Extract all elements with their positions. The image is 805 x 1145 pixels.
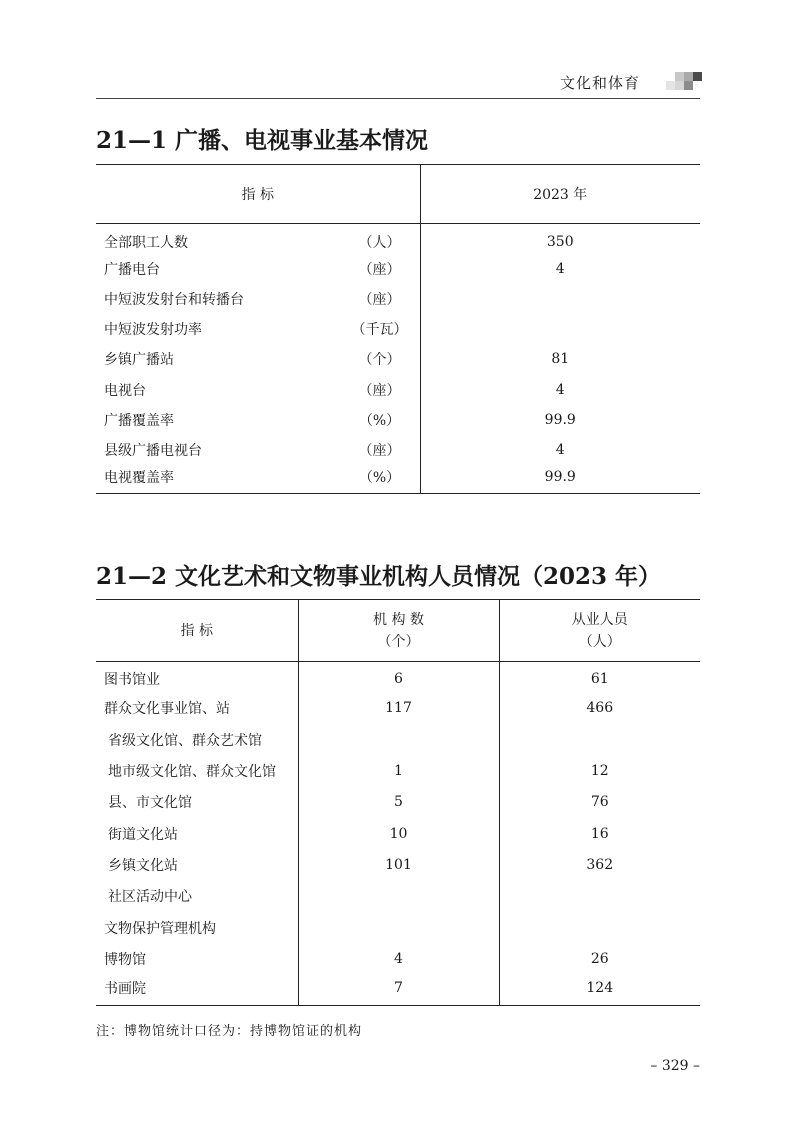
broadcast-tv-table [96,164,700,494]
table1-body [96,224,700,494]
table-row [96,465,700,493]
indicator-unit: （千瓦） [351,322,408,339]
table-row [96,435,700,465]
header-staff-unit: （人） [578,633,621,650]
indicator-unit: （人） [358,234,401,251]
table-row [96,405,700,435]
table1-title: 21—1 广播、电视事业基本情况 [96,127,429,154]
table-row [96,943,700,974]
indicator-name: 省级文化馆、群众艺术馆 [96,724,298,755]
indicator-name: 书画院 [96,974,298,1005]
value-cell: 81 [551,351,570,368]
header-staff-label: 从业人员 [571,611,628,628]
indicator-cell [96,254,420,284]
value-cell: 4 [555,441,565,458]
table-row [96,284,700,314]
table2-title: 21—2 文化艺术和文物事业机构人员情况（2023 年） [96,563,662,590]
table-header-row [96,600,700,662]
header-year: 2023 年 [420,165,700,224]
header-institutions [298,600,499,662]
deco-square [675,81,684,90]
value-cell [420,284,700,314]
indicator-name: 乡镇广播站 [104,352,174,369]
header-staff [499,600,700,662]
table-row [96,224,700,254]
page-number: – 329 – [650,1058,700,1074]
table-row [96,881,700,912]
footnote: 注：博物馆统计口径为：持博物馆证的机构 [96,1024,363,1039]
header-rule [96,98,700,99]
chapter-title: 文化和体育 [560,74,641,92]
table2-body [96,662,700,1006]
indicator-name: 中短波发射台和转播台 [104,291,244,308]
indicator-name: 县、市文化馆 [96,787,298,818]
indicator-name: 博物馆 [96,943,298,974]
deco-square [693,72,702,81]
institutions-cell: 7 [298,974,499,1005]
institutions-cell: 117 [298,693,499,724]
staff-cell: 61 [590,671,609,688]
deco-square [675,72,684,81]
staff-cell: 76 [590,794,609,811]
table-row [96,374,700,404]
value-cell: 350 [546,233,574,250]
staff-cell: 12 [590,763,609,780]
table-row [96,314,700,344]
staff-cell [499,724,700,755]
institutions-cell: 5 [298,787,499,818]
indicator-cell [96,344,420,374]
institutions-cell [298,881,499,912]
table-row [96,787,700,818]
deco-square [684,72,693,81]
indicator-name: 全部职工人数 [104,234,188,251]
institutions-cell [298,912,499,943]
indicator-cell [96,314,420,344]
indicator-unit: （座） [358,382,401,399]
staff-cell [499,881,700,912]
indicator-name: 广播覆盖率 [104,412,174,429]
table-row [96,974,700,1005]
indicator-unit: （%） [358,412,401,429]
table-row [96,254,700,284]
indicator-cell [96,374,420,404]
staff-cell: 26 [590,950,609,967]
indicator-name: 街道文化站 [96,818,298,849]
value-cell: 4 [555,260,565,277]
header-institutions-unit: （个） [377,633,420,650]
value-cell: 99.9 [420,465,700,493]
staff-cell: 466 [586,700,614,717]
indicator-unit: （%） [358,469,401,486]
table-row [96,755,700,786]
institutions-cell: 1 [298,755,499,786]
staff-cell: 362 [586,856,614,873]
deco-square [684,81,693,90]
indicator-cell [96,435,420,465]
indicator-name: 群众文化事业馆、站 [96,693,298,724]
staff-cell: 16 [590,825,609,842]
indicator-name: 电视覆盖率 [104,469,174,486]
table-row [96,912,700,943]
indicator-name: 图书馆业 [96,662,298,693]
table-header-row [96,165,700,224]
institutions-cell: 4 [298,943,499,974]
table-row [96,849,700,880]
indicator-name: 地市级文化馆、群众文化馆 [96,755,298,786]
table-row [96,693,700,724]
indicator-name: 广播电台 [104,261,160,278]
institutions-cell: 10 [298,818,499,849]
deco-square [666,81,675,90]
value-cell: 4 [555,381,565,398]
indicator-name: 乡镇文化站 [96,849,298,880]
indicator-unit: （个） [358,352,401,369]
value-cell: 99.9 [544,411,576,428]
table-row [96,818,700,849]
culture-institutions-table [96,599,700,1006]
header-indicator: 指 标 [96,600,298,662]
institutions-cell [298,724,499,755]
indicator-cell [96,224,420,254]
indicator-name: 社区活动中心 [96,881,298,912]
header-indicator: 指 标 [96,165,420,224]
indicator-cell [96,405,420,435]
header-institutions-label: 机 构 数 [373,611,424,628]
institutions-cell: 6 [298,662,499,693]
value-cell [420,314,700,344]
staff-cell: 124 [499,974,700,1005]
indicator-unit: （座） [358,261,401,278]
table-row [96,344,700,374]
table-row [96,724,700,755]
indicator-unit: （座） [358,442,401,459]
institutions-cell: 101 [298,849,499,880]
indicator-name: 中短波发射功率 [104,322,202,339]
indicator-name: 电视台 [104,382,146,399]
indicator-cell [96,465,420,493]
chapter-decoration [666,70,702,92]
staff-cell [499,912,700,943]
indicator-unit: （座） [358,291,401,308]
indicator-name: 县级广播电视台 [104,442,202,459]
indicator-cell [96,284,420,314]
indicator-name: 文物保护管理机构 [96,912,298,943]
table-row [96,662,700,693]
